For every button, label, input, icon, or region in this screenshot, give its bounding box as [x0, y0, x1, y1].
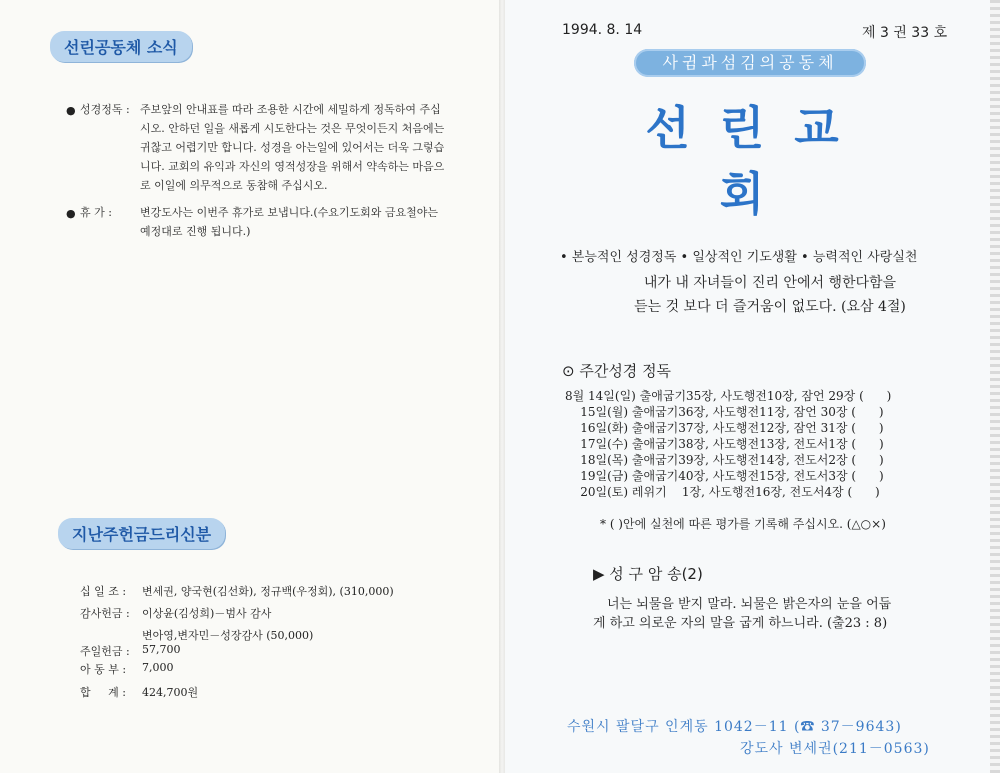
offering-value-total: 424,700원	[142, 686, 199, 699]
verse-line-1: 내가 내 자녀들이 진리 안에서 행한다함을	[643, 275, 897, 291]
offering-value-tithe: 변세권, 양국현(김선화), 정규백(우정회), (310,000)	[142, 585, 394, 598]
issue-number: 제 3 권 33 호	[862, 25, 948, 41]
reading-row: 18일(목) 출애굽기39장, 사도행전14장, 전도서2장 ( )	[565, 453, 884, 467]
vacation-label: 휴 가 :	[80, 206, 112, 219]
offering-value-thanks-1: 이상윤(김성희)－범사 감사	[142, 607, 272, 620]
reading-note: * ( )안에 실천에 따른 평가를 기록해 주십시오. (△○×)	[600, 517, 886, 531]
reading-section-title: ⊙ 주간성경 정독	[562, 362, 672, 380]
reading-line-5: 로 이일에 의무적으로 동참해 주십시오.	[140, 179, 328, 192]
offering-value-children: 7,000	[142, 661, 174, 674]
reading-line-4: 니다. 교회의 유익과 자신의 영적성장을 위해서 약속하는 마음으	[140, 160, 445, 173]
offering-label-children: 아 동 부 :	[80, 663, 127, 676]
reading-row: 17일(수) 출애굽기38장, 사도행전13장, 전도서1장 ( )	[565, 437, 884, 451]
bullet-vacation: ●	[66, 207, 76, 220]
page-edge	[990, 0, 1000, 773]
pastor-contact: 강도사 변세권(211－0563)	[740, 741, 930, 757]
community-banner: 사귐과섬김의공동체	[634, 49, 866, 77]
memory-verse-title: ▶ 성 구 암 송(2)	[593, 565, 703, 583]
issue-date: 1994. 8. 14	[562, 22, 643, 38]
page-fold	[499, 0, 505, 773]
offering-value-sunday: 57,700	[142, 643, 181, 656]
offering-label-tithe: 십 일 조 :	[80, 585, 127, 598]
memory-verse-line-1: 너는 뇌물을 받지 말라. 뇌물은 밝은자의 눈을 어둡	[607, 597, 892, 612]
reading-row: 20일(토) 레위기 1장, 사도행전16장, 전도서4장 ( )	[565, 485, 880, 499]
reading-line-2: 시오. 안하던 일을 새롭게 시도한다는 것은 무엇이든지 처음에는	[140, 122, 445, 135]
vacation-line-2: 예정대로 진행 됩니다.)	[140, 225, 251, 238]
offering-label-sunday: 주일헌금 :	[80, 645, 130, 658]
offering-label-thanks: 감사헌금 :	[80, 607, 130, 620]
reading-row: 8월 14일(일) 출애굽기35장, 사도행전10장, 잠언 29장 ( )	[565, 389, 892, 403]
offering-section-tag: 지난주헌금드리신분	[58, 518, 225, 549]
reading-label: 성경정독 :	[80, 103, 130, 116]
reading-row: 15일(월) 출애굽기36장, 사도행전11장, 잠언 30장 ( )	[565, 405, 884, 419]
bullet-reading: ●	[66, 104, 76, 117]
news-section-tag: 선린공동체 소식	[50, 31, 192, 62]
reading-row: 19일(금) 출애굽기40장, 사도행전15장, 전도서3장 ( )	[565, 469, 884, 483]
memory-verse-line-2: 게 하고 의로운 자의 말을 굽게 하느니라. (출23 : 8)	[593, 616, 888, 631]
motto-line: • 본능적인 성경정독 • 일상적인 기도생활 • 능력적인 사랑실천	[560, 250, 918, 265]
reading-line-1: 주보앞의 안내표를 따라 조용한 시간에 세밀하게 정독하여 주십	[140, 103, 441, 116]
reading-line-3: 귀찮고 어렵기만 합니다. 성경을 아는일에 있어서는 더욱 그렇습	[140, 141, 445, 154]
offering-value-thanks-2: 변아영,변자민－성장감사 (50,000)	[142, 629, 314, 642]
church-name: 선린교회	[645, 101, 869, 221]
verse-line-2: 듣는 것 보다 더 즐거움이 없도다. (요삼 4절)	[634, 299, 906, 315]
reading-row: 16일(화) 출애굽기37장, 사도행전12장, 잠언 31장 ( )	[565, 421, 884, 435]
offering-label-total: 합 계 :	[80, 686, 126, 699]
church-address: 수원시 팔달구 인계동 1042－11 (☎ 37－9643)	[567, 719, 902, 735]
vacation-line-1: 변강도사는 이번주 휴가로 보냅니다.(수요기도회와 금요철야는	[140, 206, 439, 219]
